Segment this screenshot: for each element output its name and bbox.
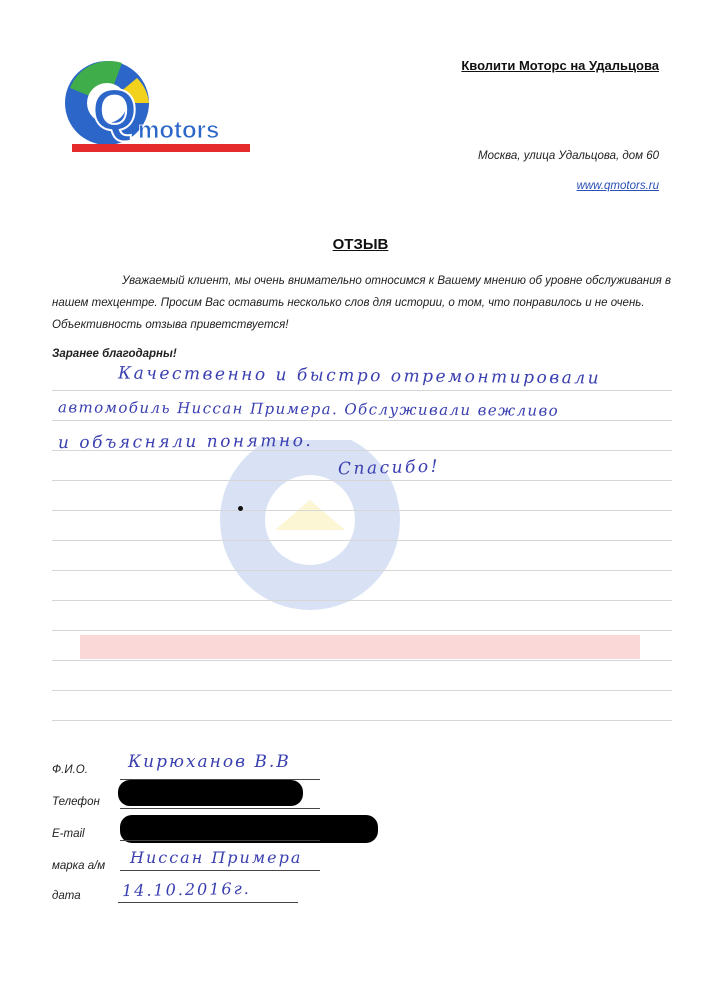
phone-label: Телефон <box>52 796 100 808</box>
ruled-line <box>52 690 672 691</box>
phone-underline <box>120 808 320 809</box>
review-line-1: Качественно и быстро отремонтировали <box>117 363 602 389</box>
ruled-line <box>52 390 672 391</box>
email-redaction <box>120 815 378 843</box>
review-line-3: и объясняли понятно. <box>57 430 314 454</box>
company-name: Кволити Моторс на Удальцова <box>461 58 659 73</box>
ruled-line <box>52 630 672 631</box>
date-value: 14.10.2016г. <box>121 878 251 901</box>
ruled-line <box>52 480 672 481</box>
intro-paragraph: Уважаемый клиент, мы очень внимательно относимся к Вашему мнению об уровне обслуживания в нашем техцентре. Просим Вас оставить несколько слов для истории, о том, что понравилось и не очень. Объективность отзыва приветствуется! <box>52 275 671 331</box>
car-value: Ниссан Примера <box>130 848 303 867</box>
company-website-link[interactable]: www.qmotors.ru <box>576 180 659 192</box>
ruled-line <box>52 570 672 571</box>
qmotors-logo-mark <box>62 58 252 158</box>
ruled-line <box>52 720 672 721</box>
date-underline <box>118 902 298 903</box>
svg-text:Q: Q <box>92 78 138 143</box>
review-line-4: Спасибо! <box>337 456 441 480</box>
ruled-line <box>52 660 672 661</box>
date-label: дата <box>52 890 81 902</box>
svg-text:motors: motors <box>138 117 220 144</box>
review-line-2: автомобиль Ниссан Примера. Обслуживали вежливо <box>57 398 560 420</box>
car-label: марка а/м <box>52 860 106 872</box>
ruled-line <box>52 510 672 511</box>
fio-label: Ф.И.О. <box>52 764 88 776</box>
phone-redaction <box>118 780 303 806</box>
company-address: Москва, улица Удальцова, дом 60 <box>478 150 659 162</box>
ruled-line <box>52 540 672 541</box>
thanks-line: Заранее благодарны! <box>52 348 177 360</box>
ruled-line <box>52 600 672 601</box>
car-underline <box>120 870 320 871</box>
email-label: E-mail <box>52 828 85 840</box>
ruled-line <box>52 420 672 421</box>
qmotors-logo <box>62 58 252 158</box>
fio-value: Кирюханов В.В <box>128 752 291 772</box>
ink-dot <box>238 506 243 511</box>
form-title: ОТЗЫВ <box>332 236 389 253</box>
email-underline <box>120 840 320 841</box>
